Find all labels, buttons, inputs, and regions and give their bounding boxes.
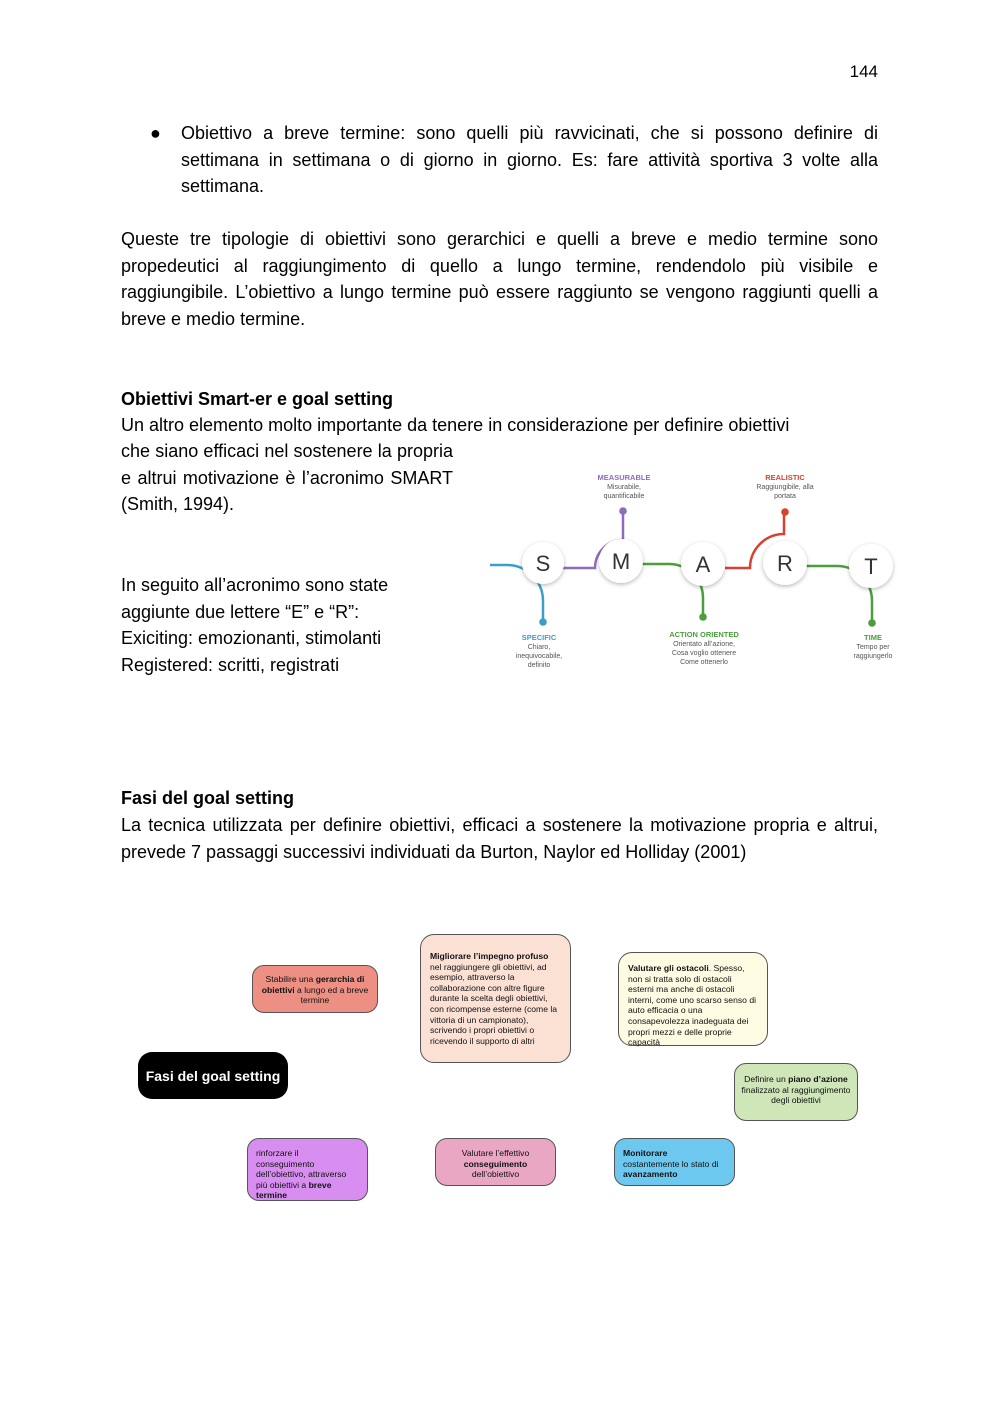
letter-t: T	[864, 554, 878, 579]
letter-a: A	[695, 552, 711, 577]
time-title: TIME	[864, 633, 882, 642]
mindmap-center: Fasi del goal setting	[138, 1052, 288, 1099]
letter-s: S	[535, 551, 551, 576]
smart-diagram	[485, 465, 900, 680]
smart-er-line: Registered: scritti, registrati	[121, 654, 340, 675]
phase-box-reinforce: rinforzare il conseguimento dell’obiettivo, attraverso più obiettivi a breve termine	[247, 1138, 368, 1201]
smart-intro-line: Un altro elemento molto importante da tenere in considerazione per definire obiettivi	[121, 415, 790, 435]
phase-box-commitment: Migliorare l’impegno profuso nel raggiungere gli obiettivi, ad esempio, attraverso la collaborazione con altre figure durante la scelta degli obiettivi, con ricompense esterne (come la vittoria di un campionato), scrivendo i propri obiettivi o ricevendo il supporto di altri	[420, 934, 571, 1063]
phase-box-hierarchy: Stabilire una gerarchia di obiettivi a lungo ed a breve termine	[252, 965, 378, 1013]
phases-intro: La tecnica utilizzata per definire obiettivi, efficaci a sostenere la motivazione propria e altrui, prevede 7 passaggi successivi individuati da Burton, Naylor ed Holliday (2001)	[121, 815, 878, 862]
phase-box-obstacles: Valutare gli ostacoli. Spesso, non si tratta solo di ostacoli esterni ma anche di ostacoli interni, come uno scarso senso di auto efficacia o una consapevolezza inadeguata dei propri mezzi e delle proprie capacità	[618, 952, 768, 1046]
specific-dot	[539, 618, 547, 626]
smart-er-line: In seguito all’acronimo sono state	[121, 575, 389, 595]
page-number: 144	[849, 62, 878, 81]
specific-desc: definito	[527, 662, 551, 669]
time-dot	[868, 619, 876, 627]
paragraph-hierarchy: Queste tre tipologie di obiettivi sono gerarchici e quelli a breve e medio termine sono propedeutici al raggiungimento di quello a lungo termine, rendendolo più visibile e raggiungibile. L’obiettivo a lungo termine può essere raggiunto se vengono raggiunti quelli a breve e medio termine.	[121, 229, 878, 329]
specific-title: SPECIFIC	[521, 633, 557, 642]
smart-er-block	[121, 572, 453, 678]
bullet-text: Obiettivo a breve termine: sono quelli più ravvicinati, che si possono definire di settimana in settimana o di giorno in giorno. Es: fare attività sportiva 3 volte alla settimana.	[181, 123, 878, 196]
action-desc: Come ottenerlo	[680, 659, 728, 666]
time-desc: Tempo per	[856, 644, 890, 651]
letter-r: R	[777, 551, 793, 576]
specific-desc: Chiaro,	[527, 644, 551, 651]
bullet-dot-icon: ●	[150, 123, 161, 143]
specific-desc: inequivocabile,	[515, 653, 563, 660]
measurable-desc: quantificabile	[603, 493, 645, 500]
measurable-title: MEASURABLE	[597, 473, 651, 482]
time-desc: raggiungerlo	[853, 653, 893, 660]
realistic-title: REALISTIC	[765, 473, 805, 482]
phase-box-action-plan: Definire un piano d’azione finalizzato al raggiungimento degli obiettivi	[734, 1063, 858, 1121]
smart-er-line: aggiunte due lettere “E” e “R”:	[121, 601, 360, 622]
realistic-desc: Raggiungibile, alla	[756, 484, 814, 491]
action-desc: Orientato all’azione,	[673, 641, 735, 648]
heading-smart: Obiettivi Smart-er e goal setting	[121, 389, 394, 409]
heading-phases: Fasi del goal setting	[121, 788, 295, 808]
phase-box-monitor: Monitorare costantemente lo stato di avanzamento	[614, 1138, 735, 1186]
letter-m: M	[611, 549, 631, 574]
measurable-dot	[619, 507, 627, 515]
measurable-desc: Misurabile,	[607, 484, 641, 491]
realistic-dot	[781, 508, 789, 516]
bullet-item	[150, 120, 878, 200]
action-dot	[699, 613, 707, 621]
realistic-desc: portata	[774, 493, 796, 500]
action-title: ACTION ORIENTED	[669, 630, 739, 639]
phase-box-evaluate: Valutare l’effettivo conseguimento dell’obiettivo	[435, 1138, 556, 1186]
action-desc: Cosa voglio ottenere	[671, 650, 737, 657]
smart-intro-rest: che siano efficaci nel sostenere la propria e altrui motivazione è l’acronimo SMART (Smith, 1994).	[121, 441, 453, 514]
smart-er-line: Exiciting: emozionanti, stimolanti	[121, 628, 382, 648]
